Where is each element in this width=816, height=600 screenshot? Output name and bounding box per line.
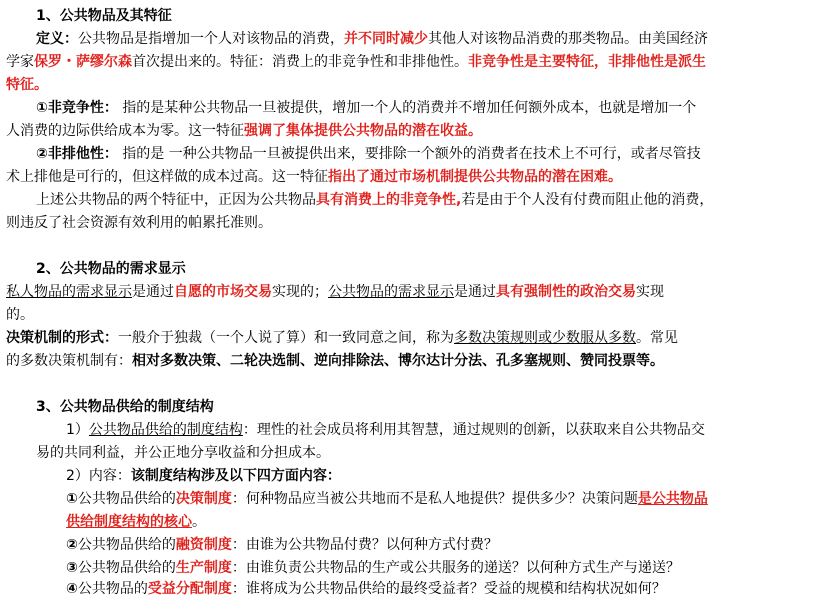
red-emphasis: 具有消费上的非竞争性,	[316, 192, 462, 208]
text: 的。	[6, 307, 34, 323]
decision-line-2	[6, 350, 664, 372]
text: 实现	[636, 284, 664, 300]
red-emphasis: 融资制度	[175, 537, 232, 553]
section-2-heading	[36, 258, 186, 280]
decision-line-1	[6, 327, 678, 349]
text: 公共物品是指增加一个人对该物品的消费，	[78, 31, 344, 47]
content-item-2	[66, 534, 498, 556]
text: ：由谁负责公共物品的生产或公共服务的递送？以何种方式生产与递送？	[231, 560, 680, 576]
text: 指的是 一种公共物品一旦被提供出来，要排除一个额外的消费者在技术上不可行，或者尽管技	[117, 146, 701, 162]
circled-number: ④	[66, 581, 78, 597]
red-emphasis: 受益分配制度	[147, 581, 232, 597]
text: 2）内容：	[66, 468, 131, 484]
text: ：谁将成为公共物品供给的最终受益者？受益的规模和结构状况如何？	[231, 581, 666, 597]
bold-text: 该制度结构涉及以下四方面内容：	[130, 468, 341, 484]
red-emphasis: 具有强制性的政治交易	[496, 284, 636, 300]
circled-number: ①	[66, 491, 78, 507]
definition-label: 定义：	[36, 31, 78, 47]
summary-line-1	[36, 189, 713, 211]
demand-line-1	[6, 281, 664, 303]
non-excludable-line-2	[6, 166, 622, 188]
content-item-1-line-1	[66, 488, 708, 510]
text: 学家	[6, 54, 34, 70]
text: 公共物品供给的	[77, 560, 176, 576]
institution-line-1	[66, 419, 705, 441]
circled-number: ③	[66, 560, 78, 576]
non-rival-line-2	[6, 120, 482, 142]
non-rival-line-1	[36, 97, 696, 119]
non-excludable-label: ②非排他性：	[36, 146, 118, 162]
non-rival-label: ①非竞争性：	[36, 100, 118, 116]
text: ：何种物品应当被公共地而不是私人地提供？提供多少？决策问题	[231, 491, 638, 507]
demand-line-2	[6, 304, 34, 326]
content-item-1-line-2	[66, 511, 206, 533]
text: 上述公共物品的两个特征中，正因为公共物品	[36, 192, 316, 208]
text: 公共物品供给的	[77, 491, 176, 507]
heading-text: 2、公共物品的需求显示	[36, 261, 186, 277]
text: 指的是某种公共物品一旦被提供，增加一个人的消费并不增加任何额外成本，也就是增加一个	[117, 100, 697, 116]
definition-line-3	[6, 74, 48, 96]
text: 一般介于独裁（一个人说了算）和一致同意之间，称为	[118, 330, 454, 346]
text: 公共物品供给的	[77, 537, 176, 553]
red-emphasis: 并不同时减少	[344, 31, 428, 47]
text: 是通过	[132, 284, 174, 300]
section-1-heading	[36, 5, 172, 27]
text: ：由谁为公共物品付费？以何种方式付费？	[231, 537, 498, 553]
red-emphasis: 保罗・萨缪尔森	[34, 54, 132, 70]
institution-line-2	[36, 442, 330, 464]
section-3-heading	[36, 396, 214, 418]
underlined-term: 公共物品的需求显示	[328, 284, 454, 300]
bold-list: 相对多数决策、二轮决选制、逆向排除法、博尔达计分法、孔多塞规则、赞同投票等。	[132, 353, 664, 369]
red-emphasis: 决策制度	[175, 491, 232, 507]
red-underlined-emphasis: 供给制度结构的核心	[66, 514, 192, 530]
underlined-term: 公共物品供给的制度结构	[88, 422, 243, 438]
red-emphasis: 强调了集体提供公共物品的潜在收益。	[244, 123, 482, 139]
red-emphasis: 生产制度	[175, 560, 232, 576]
summary-line-2	[6, 212, 272, 234]
text: 人消费的边际供给成本为零。这一特征	[6, 123, 244, 139]
text: 首次提出来的。特征：消费上的非竞争性和非排他性。	[132, 54, 468, 70]
red-emphasis: 指出了通过市场机制提供公共物品的潜在困难。	[328, 169, 622, 185]
text: 易的共同利益，并公正地分享收益和分担成本。	[36, 445, 330, 461]
heading-text: 1、公共物品及其特征	[36, 8, 172, 24]
text: 其他人对该物品消费的那类物品。由美国经济	[428, 31, 708, 47]
text: 是通过	[454, 284, 496, 300]
text: 的多数决策机制有：	[6, 353, 132, 369]
definition-line-1	[36, 28, 708, 50]
underlined-term: 私人物品的需求显示	[6, 284, 132, 300]
definition-line-2	[6, 51, 706, 73]
content-item-4	[66, 578, 666, 600]
non-excludable-line-1	[36, 143, 701, 165]
underlined-term: 多数决策规则或少数服从多数	[454, 330, 636, 346]
red-emphasis: 特征。	[6, 77, 48, 93]
content-intro-line	[66, 465, 341, 487]
red-underlined-emphasis: 是公共物品	[637, 491, 708, 507]
red-emphasis: 非竞争性是主要特征，非排他性是派生	[468, 54, 706, 70]
text: 实现的；	[272, 284, 328, 300]
text: 若是由于个人没有付费而阻止他的消费，	[461, 192, 714, 208]
text: 1）	[66, 422, 89, 438]
heading-text: 3、公共物品供给的制度结构	[36, 399, 214, 415]
text: 则违反了社会资源有效利用的帕累托准则。	[6, 215, 272, 231]
text: 。常见	[636, 330, 678, 346]
text: 。	[192, 514, 206, 530]
text: ：理性的社会成员将利用其智慧，通过规则的创新，以获取来自公共物品交	[242, 422, 705, 438]
text: 术上排他是可行的，但这样做的成本过高。这一特征	[6, 169, 328, 185]
decision-label: 决策机制的形式：	[6, 330, 118, 346]
red-emphasis: 自愿的市场交易	[174, 284, 272, 300]
text: 公共物品的	[77, 581, 148, 597]
content-item-3	[66, 557, 680, 579]
circled-number: ②	[66, 537, 78, 553]
